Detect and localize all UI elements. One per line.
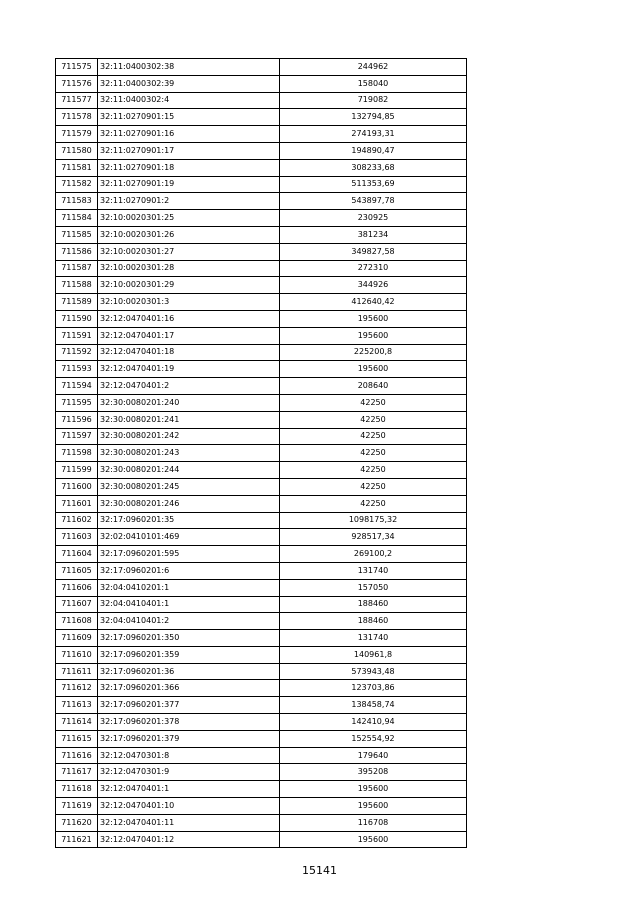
cadastral-number-cell: 32:11:0400302:38	[98, 59, 280, 76]
row-id-cell: 711598	[56, 445, 98, 462]
table-row	[56, 109, 467, 126]
table-row	[56, 579, 467, 596]
row-id-cell: 711617	[56, 764, 98, 781]
row-id-cell: 711584	[56, 210, 98, 227]
cadastral-value-cell: 138458,74	[280, 697, 467, 714]
cadastral-value-cell: 928517,34	[280, 529, 467, 546]
cadastral-value-cell: 230925	[280, 210, 467, 227]
table-row	[56, 495, 467, 512]
cadastral-number-cell: 32:17:0960201:36	[98, 663, 280, 680]
table-row	[56, 646, 467, 663]
cadastral-value-cell: 42250	[280, 394, 467, 411]
cadastral-value-cell: 543897,78	[280, 193, 467, 210]
row-id-cell: 711619	[56, 798, 98, 815]
row-id-cell: 711616	[56, 747, 98, 764]
cadastral-value-cell: 225200,8	[280, 344, 467, 361]
cadastral-number-cell: 32:12:0470401:12	[98, 831, 280, 848]
row-id-cell: 711602	[56, 512, 98, 529]
table-row	[56, 747, 467, 764]
table-row	[56, 344, 467, 361]
cadastral-value-cell: 344926	[280, 277, 467, 294]
cadastral-value-cell: 195600	[280, 831, 467, 848]
table-row	[56, 378, 467, 395]
cadastral-number-cell: 32:11:0270901:16	[98, 126, 280, 143]
cadastral-value-cell: 719082	[280, 92, 467, 109]
cadastral-value-cell: 116708	[280, 814, 467, 831]
cadastral-value-cell: 381234	[280, 226, 467, 243]
cadastral-number-cell: 32:10:0020301:26	[98, 226, 280, 243]
cadastral-value-cell: 195600	[280, 361, 467, 378]
cadastral-value-cell: 188460	[280, 596, 467, 613]
table-row	[56, 176, 467, 193]
cadastral-number-cell: 32:17:0960201:350	[98, 630, 280, 647]
table-row	[56, 831, 467, 848]
row-id-cell: 711596	[56, 411, 98, 428]
row-id-cell: 711588	[56, 277, 98, 294]
cadastral-number-cell: 32:10:0020301:25	[98, 210, 280, 227]
row-id-cell: 711604	[56, 546, 98, 563]
row-id-cell: 711577	[56, 92, 98, 109]
row-id-cell: 711608	[56, 613, 98, 630]
cadastral-value-cell: 511353,69	[280, 176, 467, 193]
table-row	[56, 680, 467, 697]
cadastral-number-cell: 32:10:0020301:29	[98, 277, 280, 294]
table-row	[56, 663, 467, 680]
cadastral-number-cell: 32:30:0080201:242	[98, 428, 280, 445]
cadastral-value-cell: 42250	[280, 445, 467, 462]
table-row	[56, 764, 467, 781]
cadastral-number-cell: 32:30:0080201:243	[98, 445, 280, 462]
cadastral-value-cell: 132794,85	[280, 109, 467, 126]
cadastral-value-cell: 42250	[280, 411, 467, 428]
row-id-cell: 711581	[56, 159, 98, 176]
row-id-cell: 711607	[56, 596, 98, 613]
table-row	[56, 814, 467, 831]
table-row	[56, 193, 467, 210]
cadastral-number-cell: 32:17:0960201:35	[98, 512, 280, 529]
cadastral-number-cell: 32:11:0270901:18	[98, 159, 280, 176]
cadastral-value-cell: 1098175,32	[280, 512, 467, 529]
cadastral-number-cell: 32:11:0400302:39	[98, 75, 280, 92]
cadastral-value-cell: 131740	[280, 630, 467, 647]
table-row	[56, 142, 467, 159]
table-body	[56, 59, 467, 848]
cadastral-number-cell: 32:11:0270901:17	[98, 142, 280, 159]
table-row	[56, 243, 467, 260]
cadastral-value-cell: 208640	[280, 378, 467, 395]
row-id-cell: 711614	[56, 714, 98, 731]
table-row	[56, 394, 467, 411]
table-row	[56, 613, 467, 630]
cadastral-number-cell: 32:17:0960201:366	[98, 680, 280, 697]
cadastral-number-cell: 32:12:0470401:18	[98, 344, 280, 361]
row-id-cell: 711615	[56, 730, 98, 747]
cadastral-value-cell: 308233,68	[280, 159, 467, 176]
cadastral-value-cell: 157050	[280, 579, 467, 596]
row-id-cell: 711610	[56, 646, 98, 663]
row-id-cell: 711620	[56, 814, 98, 831]
cadastral-value-cell: 152554,92	[280, 730, 467, 747]
cadastral-number-cell: 32:30:0080201:246	[98, 495, 280, 512]
row-id-cell: 711582	[56, 176, 98, 193]
table-row	[56, 411, 467, 428]
cadastral-number-cell: 32:04:0410401:1	[98, 596, 280, 613]
cadastral-number-cell: 32:12:0470401:10	[98, 798, 280, 815]
row-id-cell: 711576	[56, 75, 98, 92]
cadastral-value-cell: 573943,48	[280, 663, 467, 680]
cadastral-number-cell: 32:11:0270901:2	[98, 193, 280, 210]
cadastral-value-cell: 123703,86	[280, 680, 467, 697]
cadastral-number-cell: 32:17:0960201:6	[98, 562, 280, 579]
row-id-cell: 711605	[56, 562, 98, 579]
table-row	[56, 546, 467, 563]
table-row	[56, 310, 467, 327]
cadastral-number-cell: 32:17:0960201:359	[98, 646, 280, 663]
row-id-cell: 711609	[56, 630, 98, 647]
table-row	[56, 428, 467, 445]
cadastral-value-cell: 142410,94	[280, 714, 467, 731]
row-id-cell: 711578	[56, 109, 98, 126]
cadastral-number-cell: 32:30:0080201:244	[98, 462, 280, 479]
cadastral-number-cell: 32:10:0020301:27	[98, 243, 280, 260]
table-row	[56, 59, 467, 76]
cadastral-number-cell: 32:12:0470401:19	[98, 361, 280, 378]
cadastral-value-cell: 42250	[280, 428, 467, 445]
cadastral-value-cell: 158040	[280, 75, 467, 92]
cadastral-number-cell: 32:12:0470301:8	[98, 747, 280, 764]
cadastral-value-cell: 42250	[280, 462, 467, 479]
cadastral-number-cell: 32:04:0410201:1	[98, 579, 280, 596]
cadastral-value-cell: 244962	[280, 59, 467, 76]
table-row	[56, 462, 467, 479]
row-id-cell: 711580	[56, 142, 98, 159]
cadastral-value-cell: 272310	[280, 260, 467, 277]
cadastral-value-cell: 42250	[280, 478, 467, 495]
table-row	[56, 630, 467, 647]
cadastral-number-cell: 32:17:0960201:379	[98, 730, 280, 747]
cadastral-number-cell: 32:12:0470401:17	[98, 327, 280, 344]
row-id-cell: 711585	[56, 226, 98, 243]
table-row	[56, 445, 467, 462]
row-id-cell: 711579	[56, 126, 98, 143]
cadastral-value-cell: 179640	[280, 747, 467, 764]
cadastral-number-cell: 32:04:0410401:2	[98, 613, 280, 630]
row-id-cell: 711587	[56, 260, 98, 277]
row-id-cell: 711601	[56, 495, 98, 512]
table-row	[56, 596, 467, 613]
cadastral-number-cell: 32:12:0470401:1	[98, 781, 280, 798]
row-id-cell: 711589	[56, 294, 98, 311]
cadastral-value-cell: 412640,42	[280, 294, 467, 311]
table-row	[56, 361, 467, 378]
cadastral-number-cell: 32:30:0080201:240	[98, 394, 280, 411]
row-id-cell: 711613	[56, 697, 98, 714]
cadastral-number-cell: 32:02:0410101:469	[98, 529, 280, 546]
cadastral-value-cell: 195600	[280, 327, 467, 344]
table-row	[56, 798, 467, 815]
cadastral-number-cell: 32:10:0020301:28	[98, 260, 280, 277]
cadastral-number-cell: 32:30:0080201:245	[98, 478, 280, 495]
row-id-cell: 711612	[56, 680, 98, 697]
row-id-cell: 711621	[56, 831, 98, 848]
table-row	[56, 529, 467, 546]
table-row	[56, 260, 467, 277]
cadastral-value-table	[55, 58, 467, 848]
cadastral-number-cell: 32:12:0470401:2	[98, 378, 280, 395]
table-row	[56, 210, 467, 227]
cadastral-number-cell: 32:17:0960201:595	[98, 546, 280, 563]
cadastral-value-cell: 274193,31	[280, 126, 467, 143]
row-id-cell: 711594	[56, 378, 98, 395]
table-row	[56, 159, 467, 176]
table-row	[56, 478, 467, 495]
cadastral-number-cell: 32:17:0960201:378	[98, 714, 280, 731]
cadastral-value-cell: 188460	[280, 613, 467, 630]
cadastral-number-cell: 32:30:0080201:241	[98, 411, 280, 428]
row-id-cell: 711600	[56, 478, 98, 495]
row-id-cell: 711618	[56, 781, 98, 798]
row-id-cell: 711606	[56, 579, 98, 596]
cadastral-value-cell: 195600	[280, 310, 467, 327]
row-id-cell: 711586	[56, 243, 98, 260]
table-row	[56, 562, 467, 579]
row-id-cell: 711583	[56, 193, 98, 210]
row-id-cell: 711611	[56, 663, 98, 680]
cadastral-number-cell: 32:11:0270901:15	[98, 109, 280, 126]
table-row	[56, 126, 467, 143]
row-id-cell: 711590	[56, 310, 98, 327]
cadastral-number-cell: 32:12:0470401:16	[98, 310, 280, 327]
cadastral-number-cell: 32:12:0470301:9	[98, 764, 280, 781]
table-row	[56, 277, 467, 294]
cadastral-value-cell: 194890,47	[280, 142, 467, 159]
row-id-cell: 711591	[56, 327, 98, 344]
cadastral-number-cell: 32:12:0470401:11	[98, 814, 280, 831]
cadastral-value-cell: 349827,58	[280, 243, 467, 260]
table-row	[56, 781, 467, 798]
cadastral-value-cell: 131740	[280, 562, 467, 579]
cadastral-value-cell: 395208	[280, 764, 467, 781]
row-id-cell: 711593	[56, 361, 98, 378]
row-id-cell: 711599	[56, 462, 98, 479]
row-id-cell: 711575	[56, 59, 98, 76]
cadastral-number-cell: 32:11:0400302:4	[98, 92, 280, 109]
page-number: 15141	[302, 864, 337, 877]
table-row	[56, 92, 467, 109]
row-id-cell: 711595	[56, 394, 98, 411]
cadastral-number-cell: 32:11:0270901:19	[98, 176, 280, 193]
cadastral-value-cell: 140961,8	[280, 646, 467, 663]
table-row	[56, 226, 467, 243]
table-row	[56, 75, 467, 92]
cadastral-number-cell: 32:17:0960201:377	[98, 697, 280, 714]
row-id-cell: 711597	[56, 428, 98, 445]
table-row	[56, 294, 467, 311]
table-row	[56, 512, 467, 529]
cadastral-value-cell: 269100,2	[280, 546, 467, 563]
table-row	[56, 327, 467, 344]
cadastral-value-cell: 195600	[280, 798, 467, 815]
table-row	[56, 730, 467, 747]
cadastral-value-cell: 195600	[280, 781, 467, 798]
row-id-cell: 711592	[56, 344, 98, 361]
row-id-cell: 711603	[56, 529, 98, 546]
table-row	[56, 714, 467, 731]
table-row	[56, 697, 467, 714]
cadastral-number-cell: 32:10:0020301:3	[98, 294, 280, 311]
cadastral-value-cell: 42250	[280, 495, 467, 512]
